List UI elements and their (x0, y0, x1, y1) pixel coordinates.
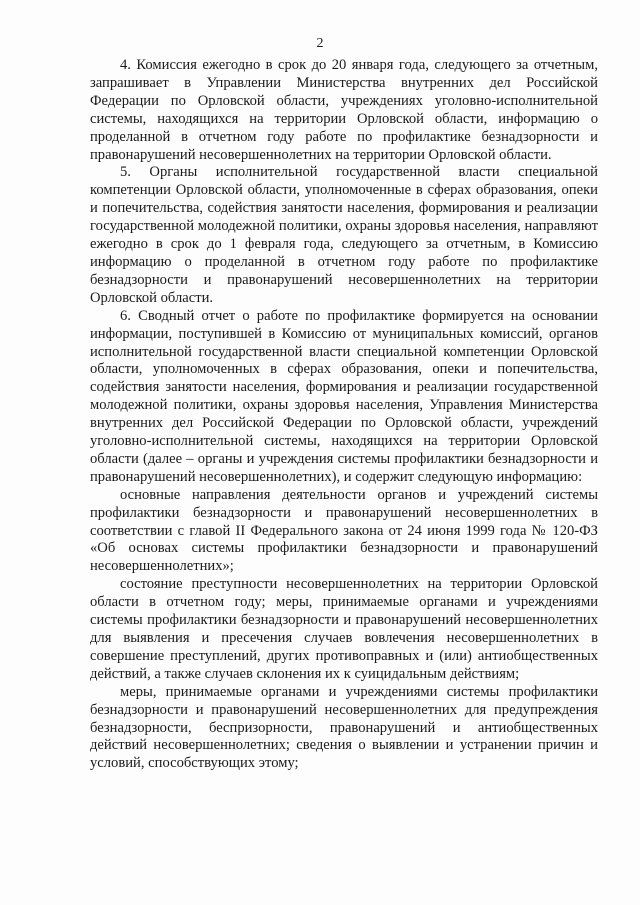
list-item: состояние преступности несовершеннолетних на территории Орловской области в отчетном году; меры, принимаемые органами и учреждениями системы профилактики безнадзорности и правонарушений несовершеннолетних для выявления и пресечения случаев вовлечения несовершеннолетних в совершение преступлений, других противоправных и (или) антиобщественных действий, а также случаев склонения их к суицидальным действиям; (90, 576, 598, 682)
paragraph-6: 6. Сводный отчет о работе по профилактике формируется на основании информации, поступившей в Комиссию от муниципальных комиссий, органов исполнительной государственной власти специальной компетенции Орловской области, уполномоченных в сферах образования, опеки и попечительства, содействия занятости населения, формирования и реализации государственной молодежной политики, охраны здоровья населения, Управления Министерства внутренних дел Российской Федерации по Орловской области, учреждений уголовно-исполнительной системы, находящихся на территории Орловской области (далее – органы и учреждения системы профилактики безнадзорности и правонарушений несовершеннолетних), и содержит следующую информацию: (90, 307, 598, 485)
list-item: меры, принимаемые органами и учреждениями системы профилактики безнадзорности и правонарушений несовершеннолетних для предупреждения безнадзорности, беспризорности, правонарушений и антиобщественных действий несовершеннолетних; сведения о выявлении и устранении причин и условий, способствующих этому; (90, 683, 598, 772)
page-number: 2 (316, 36, 324, 51)
document-body (90, 57, 598, 773)
paragraph-5: 5. Органы исполнительной государственной власти специальной компетенции Орловской области, уполномоченные в сферах образования, опеки и попечительства, содействия занятости населения, формирования и реализации государственной молодежной политики, охраны здоровья населения, направляют ежегодно в срок до 1 февраля года, следующего за отчетным, в Комиссию информацию о проделанной в отчетном году работе по профилактике безнадзорности и правонарушений несовершеннолетних на территории Орловской области. (90, 164, 598, 306)
list-item: основные направления деятельности органов и учреждений системы профилактики безнадзорности и правонарушений несовершеннолетних в соответствии с главой II Федерального закона от 24 июня 1999 года № 120-ФЗ «Об основах системы профилактики безнадзорности и правонарушений несовершеннолетних»; (90, 486, 598, 575)
paragraph-4: 4. Комиссия ежегодно в срок до 20 января года, следующего за отчетным, запрашивает в Управлении Министерства внутренних дел Российской Федерации по Орловской области, учреждениях уголовно-исполнительной системы, находящихся на территории Орловской области, информацию о проделанной в отчетном году работе по профилактике безнадзорности и правонарушений несовершеннолетних на территории Орловской области. (90, 57, 598, 163)
